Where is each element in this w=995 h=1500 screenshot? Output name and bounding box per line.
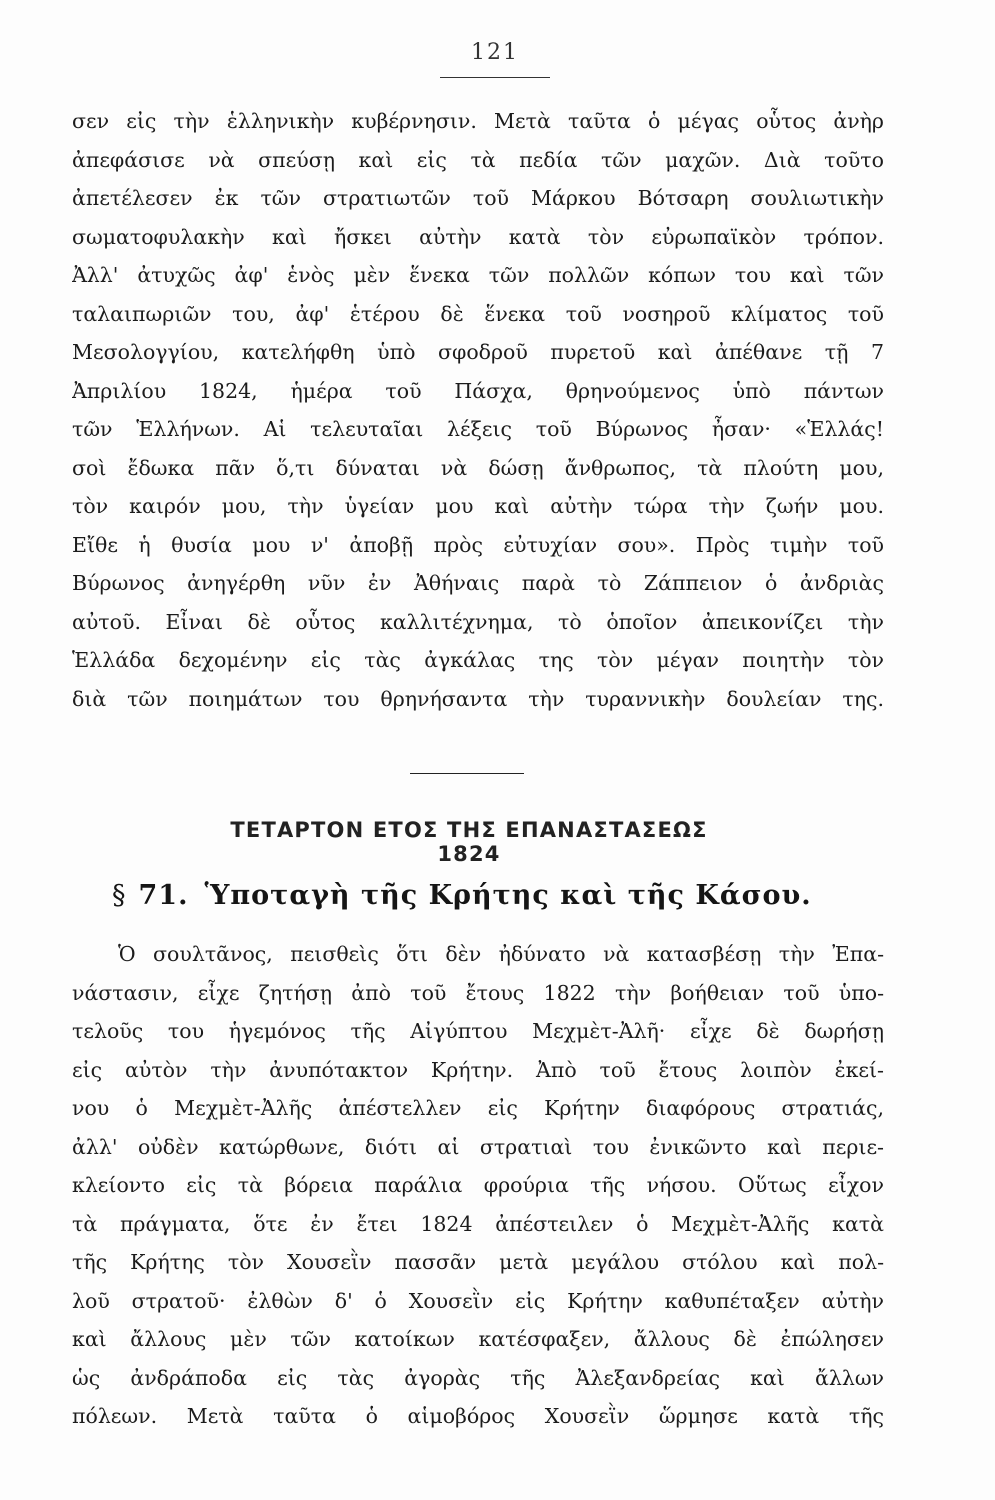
page-number: 121 xyxy=(471,40,519,65)
text-line: ἀπεφάσισε νὰ σπεύσῃ καὶ εἰς τὰ πεδία τῶν μαχῶν. Διὰ τοῦτο xyxy=(72,147,884,172)
section-separator-rule xyxy=(410,773,524,774)
text-line: εἰς αὐτὸν τὴν ἀνυπότακτον Κρήτην. Ἀπὸ τοῦ ἔτους λοιπὸν ἐκεί- xyxy=(72,1057,884,1082)
text-line: λοῦ στρατοῦ· ἐλθὼν δ' ὁ Χουσεῒν εἰς Κρήτην καθυπέταξεν αὐτὴν xyxy=(72,1288,884,1313)
text-line: Βύρωνος ἀνηγέρθη νῦν ἐν Ἀθήναις παρὰ τὸ Ζάππειον ὁ ἀνδριὰς xyxy=(72,571,884,595)
part-heading: ΤΕΤΑΡΤΟΝ ΕΤΟΣ ΤΗΣ ΕΠΑΝΑΣΤΑΣΕΩΣ 1824 xyxy=(230,818,708,866)
text-line: Ὁ σουλτᾶνος, πεισθεὶς ὅτι δὲν ἠδύνατο νὰ κατασβέσῃ τὴν Ἐπα- xyxy=(118,942,884,966)
text-line: Ἀπριλίου 1824, ἡμέρα τοῦ Πάσχα, θρηνούμενος ὑπὸ πάντων xyxy=(72,378,884,403)
text-line: καὶ ἄλλους μὲν τῶν κατοίκων κατέσφαξεν, ἄλλους δὲ ἐπώλησεν xyxy=(72,1327,884,1351)
text-line: ἀπετέλεσεν ἐκ τῶν στρατιωτῶν τοῦ Μάρκου Βότσαρη σουλιωτικὴν xyxy=(72,186,884,210)
text-line: σωματοφυλακὴν καὶ ἤσκει αὐτὴν κατὰ τὸν εὐρωπαϊκὸν τρόπον. xyxy=(72,224,884,249)
section-title: Ὑποταγὴ τῆς Κρήτης καὶ τῆς Κάσου. xyxy=(204,880,812,911)
text-line: ἀλλ' οὐδὲν κατώρθωνε, διότι αἱ στρατιαὶ του ἐνικῶντο καὶ περιε- xyxy=(72,1134,884,1159)
text-line: τελοῦς του ἡγεμόνος τῆς Αἰγύπτου Μεχμὲτ-Ἀλῆ· εἶχε δὲ δωρήσῃ xyxy=(72,1019,884,1043)
header-rule xyxy=(440,77,550,78)
text-line: πόλεων. Μετὰ ταῦτα ὁ αἱμοβόρος Χουσεῒν ὥρμησε κατὰ τῆς xyxy=(72,1404,884,1428)
text-line: Εἴθε ἡ θυσία μου ν' ἀποβῇ πρὸς εὐτυχίαν σου». Πρὸς τιμὴν τοῦ xyxy=(72,532,884,557)
section-sign: § xyxy=(112,880,127,911)
text-line: αὐτοῦ. Εἶναι δὲ οὗτος καλλιτέχνημα, τὸ ὁποῖον ἀπεικονίζει τὴν xyxy=(72,609,884,634)
text-line: νου ὁ Μεχμὲτ-Ἀλῆς ἀπέστελλεν εἰς Κρήτην διαφόρους στρατιάς, xyxy=(72,1096,884,1120)
section-number: 71. xyxy=(138,880,189,911)
text-line: κλείοντο εἰς τὰ βόρεια παράλια φρούρια τῆς νήσου. Οὕτως εἶχον xyxy=(72,1173,884,1197)
paragraph-byron xyxy=(72,102,884,718)
paragraph-crete xyxy=(72,935,884,1436)
text-line: ταλαιπωριῶν του, ἀφ' ἑτέρου δὲ ἕνεκα τοῦ νοσηροῦ κλίματος τοῦ xyxy=(72,301,884,326)
text-line: σοὶ ἔδωκα πᾶν ὅ,τι δύναται νὰ δώσῃ ἄνθρωπος, τὰ πλούτη μου, xyxy=(72,455,884,480)
text-line: σεν εἰς τὴν ἑλληνικὴν κυβέρνησιν. Μετὰ ταῦτα ὁ μέγας οὗτος ἀνὴρ xyxy=(72,109,884,133)
section-heading xyxy=(112,880,852,911)
text-line: διὰ τῶν ποιημάτων του θρηνήσαντα τὴν τυραννικὴν δουλείαν της. xyxy=(72,686,884,711)
text-line: τῆς Κρήτης τὸν Χουσεῒν πασσᾶν μετὰ μεγάλου στόλου καὶ πολ- xyxy=(72,1250,884,1274)
text-line: νάστασιν, εἶχε ζητήσῃ ἀπὸ τοῦ ἔτους 1822 τὴν βοήθειαν τοῦ ὑπο- xyxy=(72,980,884,1005)
text-line: τὸν καιρόν μου, τὴν ὑγείαν μου καὶ αὐτὴν τώρα τὴν ζωήν μου. xyxy=(72,494,884,518)
text-line: τὰ πράγματα, ὅτε ἐν ἔτει 1824 ἀπέστειλεν ὁ Μεχμὲτ-Ἀλῆς κατὰ xyxy=(72,1211,884,1236)
text-line: Ἑλλάδα δεχομένην εἰς τὰς ἀγκάλας της τὸν μέγαν ποιητὴν τὸν xyxy=(72,648,884,672)
text-line: Μεσολογγίου, κατελήφθη ὑπὸ σφοδροῦ πυρετοῦ καὶ ἀπέθανε τῇ 7 xyxy=(72,340,884,364)
text-line: Ἀλλ' ἀτυχῶς ἀφ' ἑνὸς μὲν ἕνεκα τῶν πολλῶν κόπων του καὶ τῶν xyxy=(72,263,884,287)
text-line: ὡς ἀνδράποδα εἰς τὰς ἀγορὰς τῆς Ἀλεξανδρείας καὶ ἄλλων xyxy=(72,1365,884,1390)
text-line: τῶν Ἑλλήνων. Αἱ τελευταῖαι λέξεις τοῦ Βύρωνος ἦσαν· «Ἑλλάς! xyxy=(72,417,884,441)
